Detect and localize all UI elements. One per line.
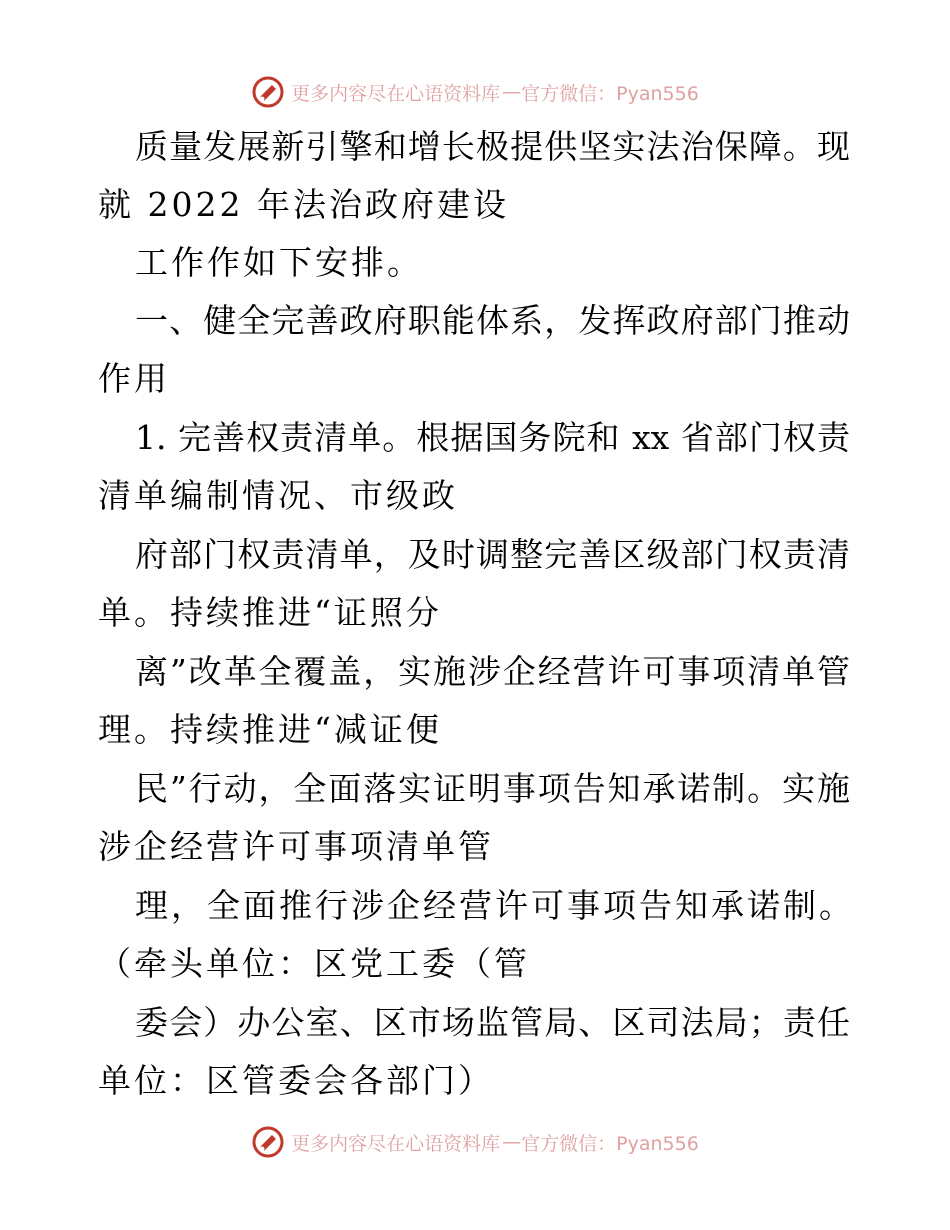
section-heading: 作用: [98, 359, 170, 398]
text-line: 离”改革全覆盖，实施涉企经营许可事项清单管: [135, 652, 850, 691]
text-line: 委会）办公室、区市场监管局、区司法局；责任: [135, 1003, 850, 1042]
watermark-text: 更多内容尽在心语资料库: [291, 82, 501, 105]
logo-icon: [251, 1125, 285, 1159]
text-line: 清单编制情况、市级政: [98, 476, 458, 515]
text-line: 1. 完善权责清单。根据国务院和 xx 省部门权责: [135, 418, 850, 457]
watermark-official: 官方微信：Pyan556: [521, 1132, 699, 1155]
text-line: 理，全面推行涉企经营许可事项告知承诺制。: [135, 886, 855, 925]
logo-icon: [251, 75, 285, 109]
text-line: 理。持续推进“减证便: [98, 710, 442, 749]
text-line: 府部门权责清单，及时调整完善区级部门权责清: [135, 535, 850, 574]
section-heading: 一、健全完善政府职能体系，发挥政府部门推动: [135, 301, 850, 340]
text-line: （牵头单位：区党工委（管: [98, 944, 530, 983]
watermark-text: 更多内容尽在心语资料库: [291, 1132, 501, 1155]
text-line: 工作作如下安排。: [135, 243, 423, 282]
text-line: 质量发展新引擎和增长极提供坚实法治保障。现: [135, 127, 850, 166]
watermark-official: 官方微信：Pyan556: [521, 82, 699, 105]
text-line: 单位：区管委会各部门）: [98, 1061, 494, 1100]
text-line: 涉企经营许可事项清单管: [98, 827, 494, 866]
text-line: 民”行动，全面落实证明事项告知承诺制。实施: [135, 769, 850, 808]
watermark-header: [0, 72, 950, 112]
watermark-footer: [0, 1122, 950, 1162]
text-line: 单。持续推进“证照分: [98, 593, 442, 632]
text-line: 就 2022 年法治政府建设: [98, 185, 509, 224]
watermark-dash: —: [502, 1131, 520, 1153]
watermark-dash: —: [502, 81, 520, 103]
